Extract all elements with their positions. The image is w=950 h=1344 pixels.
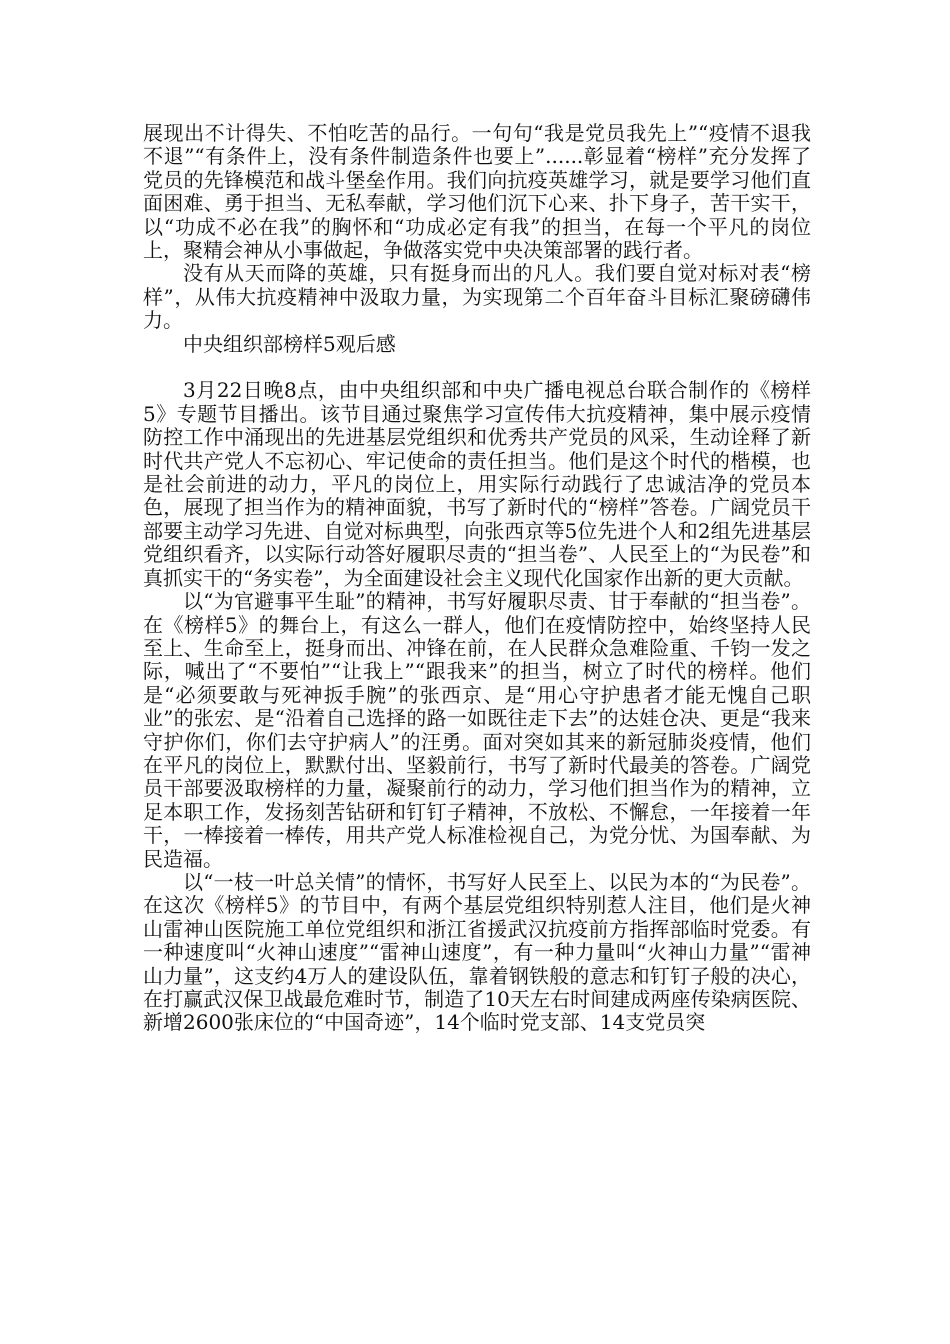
section-heading: 中央组织部榜样5观后感	[183, 331, 396, 356]
paragraph-2: 没有从天而降的英雄，只有挺身而出的凡人。我们要自觉对标对表“榜样”，从伟大抗疫精神中汲取力量，为实现第二个百年奋斗目标汇聚磅礴伟力。	[143, 261, 811, 333]
paragraph-1: 展现出不计得失、不怕吃苦的品行。一句句“我是党员我先上”“疫情不退我不退”“有条件上，没有条件制造条件也要上”......彰显着“榜样”充分发挥了党员的先锋模范和战斗堡垒作用。我们向抗疫英雄学习，就是要学习他们直面困难、勇于担当、无私奉献，学习他们沉下心来、扑下身子，苦干实干，以“功成不必在我”的胸怀和“功成必定有我”的担当，在每一个平凡的岗位上，聚精会神从小事做起，争做落实党中央决策部署的践行者。	[143, 121, 811, 263]
paragraph-5: 以“一枝一叶总关情”的情怀，书写好人民至上、以民为本的“为民卷”。在这次《榜样5》的节目中，有两个基层党组织特别惹人注目，他们是火神山雷神山医院施工单位党组织和浙江省援武汉抗疫前方指挥部临时党委。有一种速度叫“火神山速度”“雷神山速度”，有一种力量叫“火神山力量”“雷神山力量”，这支约4万人的建设队伍，靠着钢铁般的意志和钉钉子般的决心，在打赢武汉保卫战最危难时节，制造了10天左右时间建成两座传染病医院、新增2600张床位的“中国奇迹”，14个临时党支部、14支党员突	[143, 869, 811, 1035]
document-body	[143, 122, 811, 1035]
paragraph-4: 以“为官避事平生耻”的精神，书写好履职尽责、甘于奉献的“担当卷”。在《榜样5》的舞台上，有这么一群人，他们在疫情防控中，始终坚持人民至上、生命至上，挺身而出、冲锋在前，在人民群众急难险重、千钧一发之际，喊出了“不要怕”“让我上”“跟我来”的担当，树立了时代的榜样。他们是“必须要敢与死神扳手腕”的张西京、是“用心守护患者才能无愧自己职业”的张宏、是“沿着自己选择的路一如既往走下去”的达娃仓决、更是“我来守护你们，你们去守护病人”的汪勇。面对突如其来的新冠肺炎疫情，他们在平凡的岗位上，默默付出、坚毅前行，书写了新时代最美的答卷。广阔党员干部要汲取榜样的力量，凝聚前行的动力，学习他们担当作为的精神，立足本职工作，发扬刻苦钻研和钉钉子精神，不放松、不懈怠，一年接着一年干，一棒接着一棒传，用共产党人标准检视自己，为党分忧、为国奉献、为民造福。	[143, 589, 811, 871]
paragraph-3: 3月22日晚8点，由中央组织部和中央广播电视总台联合制作的《榜样5》专题节目播出。该节目通过聚焦学习宣传伟大抗疫精神，集中展示疫情防控工作中涌现出的先进基层党组织和优秀共产党员的风采，生动诠释了新时代共产党人不忘初心、牢记使命的责任担当。他们是这个时代的楷模，也是社会前进的动力，平凡的岗位上，用实际行动践行了忠诚洁净的党员本色，展现了担当作为的精神面貌，书写了新时代的“榜样”答卷。广阔党员干部要主动学习先进、自觉对标典型，向张西京等5位先进个人和2组先进基层党组织看齐，以实际行动答好履职尽责的“担当卷”、人民至上的“为民卷”和真抓实干的“务实卷”，为全面建设社会主义现代化国家作出新的更大贡献。	[143, 378, 811, 590]
